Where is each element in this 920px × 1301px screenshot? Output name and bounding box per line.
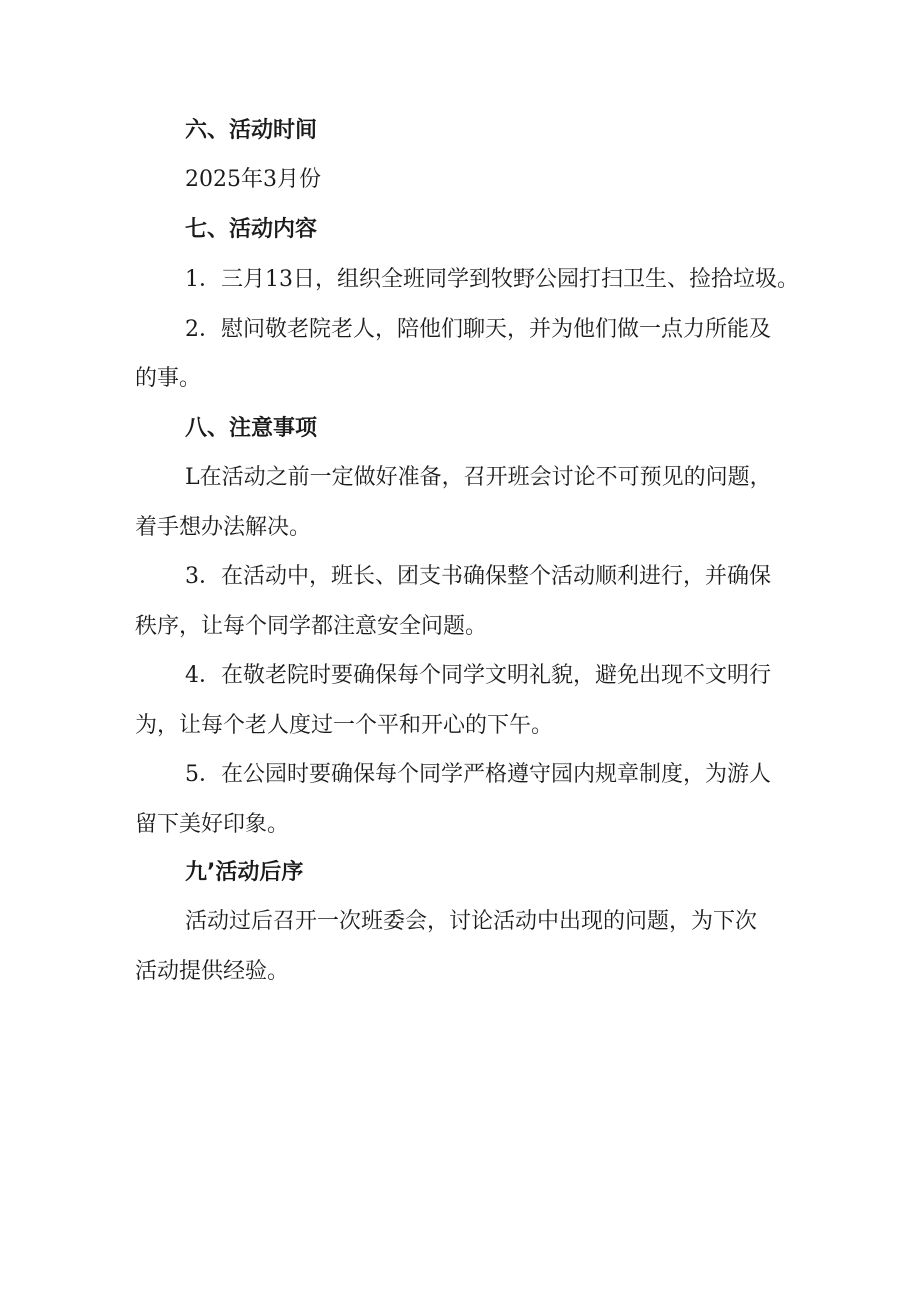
section-6-text: 2025年3月份 [185, 167, 321, 192]
section-7-item-1: 1．三月13日，组织全班同学到牧野公园打扫卫生、捡拾垃圾。 [185, 267, 799, 292]
section-8-item-4-line-2: 为，让每个老人度过一个平和开心的下午。 [135, 713, 554, 738]
section-9-heading: 九’活动后序 [185, 860, 304, 885]
section-8-item-5-line-2: 留下美好印象。 [135, 812, 290, 837]
section-8-item-1-line-2: 着手想办法解决。 [135, 515, 312, 540]
section-7-item-2-line-2: 的事。 [135, 366, 202, 391]
section-9-text-line-1: 活动过后召开一次班委会，讨论活动中出现的问题，为下次 [185, 909, 758, 934]
section-8-item-1-line-1: L在活动之前一定做好准备，召开班会讨论不可预见的问题， [185, 465, 772, 490]
section-6-heading: 六、活动时间 [185, 118, 318, 143]
section-9-text-line-2: 活动提供经验。 [135, 959, 290, 984]
section-8-item-3-line-2: 秩序，让每个同学都注意安全问题。 [135, 614, 488, 639]
section-7-heading: 七、活动内容 [185, 217, 318, 242]
section-8-item-5-line-1: 5．在公园时要确保每个同学严格遵守园内规章制度，为游人 [185, 762, 771, 787]
section-8-item-3-line-1: 3．在活动中，班长、团支书确保整个活动顺利进行，并确保 [185, 564, 771, 589]
section-8-item-4-line-1: 4．在敬老院时要确保每个同学文明礼貌，避免出现不文明行 [185, 663, 771, 688]
section-7-item-2-line-1: 2．慰问敬老院老人，陪他们聊天，并为他们做一点力所能及 [185, 317, 771, 342]
section-8-heading: 八、注意事项 [185, 416, 318, 441]
